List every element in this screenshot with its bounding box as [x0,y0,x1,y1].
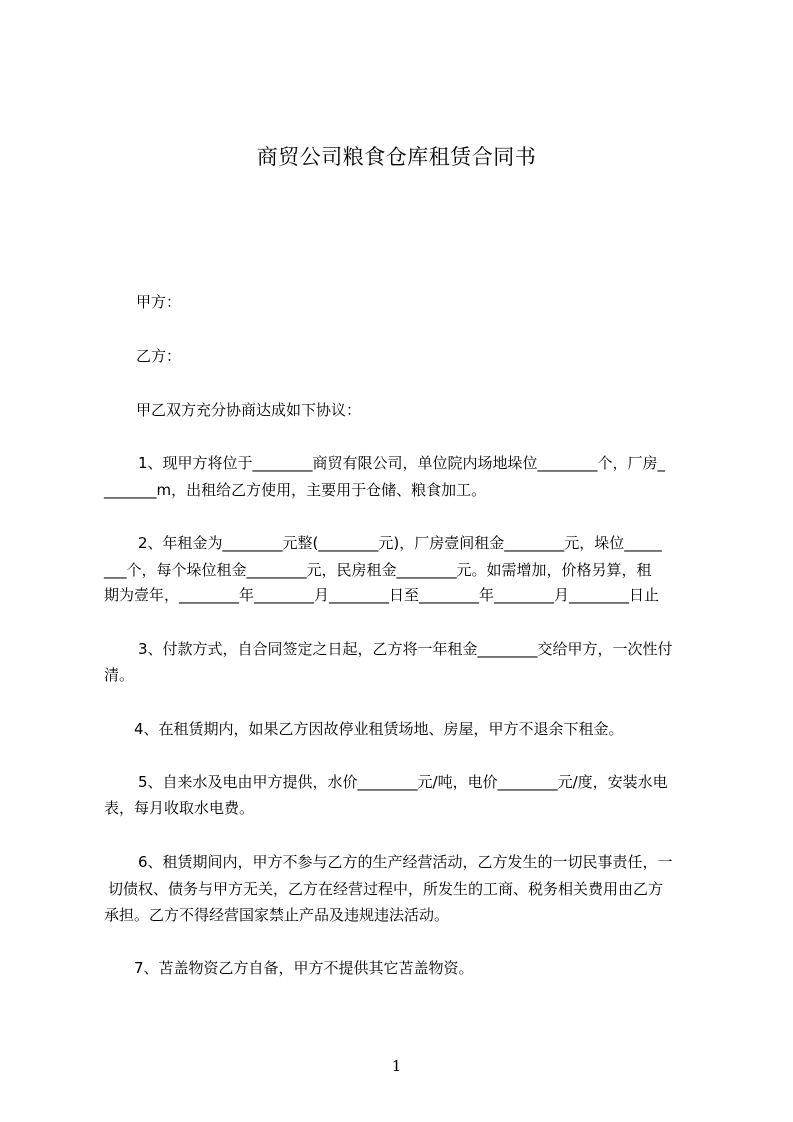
clause-line: _______m，出租给乙方使用，主要用于仓储、粮食加工。 [104,481,487,499]
clause-line: 表，每月收取水电费。 [104,799,255,817]
document-title: 商贸公司粮食仓库租赁合同书 [256,145,537,169]
clause-line: 清。 [104,666,135,684]
clause-line: 1、现甲方将位于________商贸有限公司，单位院内场地垛位________个，厂房_ [138,454,666,472]
party-b-label: 乙方： [136,347,182,365]
clause-line: 5、自来水及电由甲方提供，水价________元/吨，电价________元/度，安装水电 [138,773,668,791]
clause-line: 期为壹年，________年________月________日至________年________月________日止 [104,586,660,604]
clause-line: 2、年租金为________元整(________元)，厂房壹间租金________元，垛位_____ [138,534,662,552]
preamble: 甲乙双方充分协商达成如下协议： [136,401,362,419]
clause-line: ___个，每个垛位租金________元，民房租金________元。如需增加，价格另算，租 [104,561,652,579]
party-a-label: 甲方： [136,293,182,311]
clause-line: 切债权、债务与甲方无关，乙方在经营过程中，所发生的工商、税务相关费用由乙方 [108,880,664,898]
clause-line: 3、付款方式，自合同签定之日起，乙方将一年租金________交给甲方，一次性付 [138,640,673,658]
page-number: 1 [391,1057,402,1075]
clause-line: 4、在租赁期内，如果乙方因故停业租赁场地、房屋，甲方不退余下租金。 [134,720,624,738]
clause-line: 承担。乙方不得经营国家禁止产品及违规违法活动。 [104,906,450,924]
clause-line: 7、苫盖物资乙方自备，甲方不提供其它苫盖物资。 [134,959,474,977]
clause-line: 6、租赁期间内，甲方不参与乙方的生产经营活动，乙方发生的一切民事责任，一 [138,853,673,871]
